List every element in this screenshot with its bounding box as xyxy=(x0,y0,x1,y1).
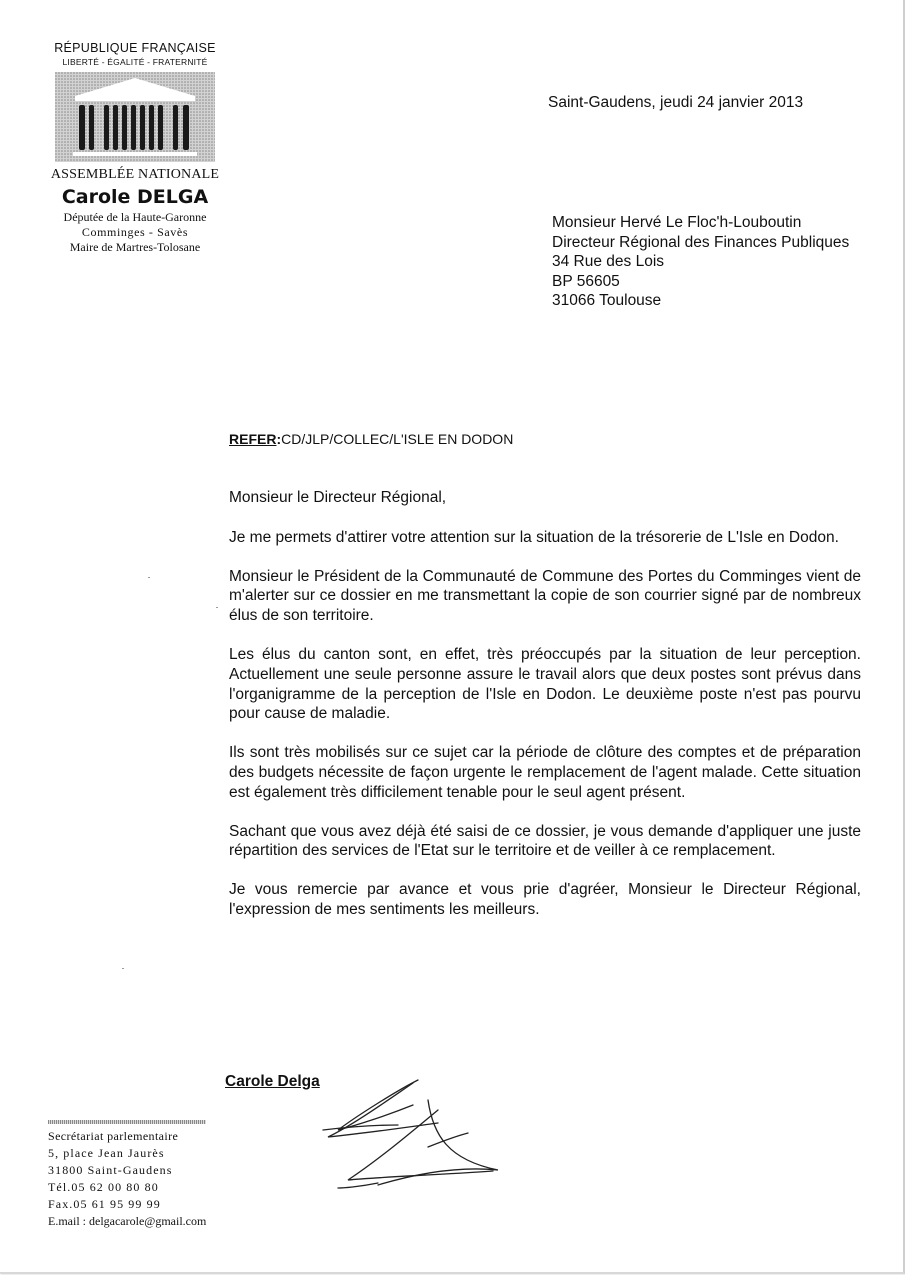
address-line: 31066 Toulouse xyxy=(552,292,662,310)
deputy-name: Carole DELGA xyxy=(61,186,209,208)
recipient-address xyxy=(552,213,849,311)
address-line: BP 56605 xyxy=(552,272,620,290)
assembly-label: ASSEMBLÉE NATIONALE xyxy=(50,167,220,182)
letter-date: Saint-Gaudens, jeudi 24 janvier 2013 xyxy=(548,94,804,111)
address-line: 34 Rue des Lois xyxy=(552,253,665,271)
letterhead xyxy=(40,40,230,255)
secretariat-footer xyxy=(48,1120,210,1230)
footer-line: 31800 Saint-Gaudens xyxy=(48,1163,173,1177)
address-line: Directeur Régional des Finances Publiques xyxy=(552,233,850,251)
deputy-role-line: Maire de Martres-Tolosane xyxy=(69,240,201,254)
footer-divider xyxy=(48,1120,206,1124)
footer-line: Secrétariat parlementaire xyxy=(48,1129,179,1143)
republic-heading: RÉPUBLIQUE FRANÇAISE xyxy=(54,41,216,55)
reference-value: CD/JLP/COLLEC/L'ISLE EN DODON xyxy=(281,431,514,447)
body-paragraph: Les élus du canton sont, en effet, très préoccupés par la situation de leur perception. Actuellement une seule personne assure le travail alors que deux postes sont prévus dans l'organigramme de la perception de l'Isle en Dodon. Le deuxième poste n'est pas pourvu pour cause de maladie. xyxy=(229,645,861,723)
footer-line: 5, place Jean Jaurès xyxy=(48,1146,165,1160)
footer-line: Tél.05 62 00 80 80 xyxy=(48,1180,159,1194)
reference-colon: : xyxy=(276,431,282,447)
deputy-role-line: Députée de la Haute-Garonne xyxy=(63,210,207,224)
reference-label: REFER xyxy=(229,431,277,447)
signatory-name: Carole Delga xyxy=(225,1073,320,1090)
assemblee-nationale-emblem-icon xyxy=(55,72,215,162)
footer-line: Fax.05 61 95 99 99 xyxy=(48,1197,161,1211)
handwritten-signature-icon xyxy=(318,1075,518,1190)
body-paragraph: Monsieur le Président de la Communauté de Commune des Portes du Comminges vient de m'alerter sur ce dossier en me transmettant la copie de son courrier signé par de nombreux élus de son territoire. xyxy=(229,567,861,625)
republic-motto: LIBERTÉ - ÉGALITÉ - FRATERNITÉ xyxy=(62,57,208,67)
footer-email: E.mail : delgacarole@gmail.com xyxy=(48,1214,207,1228)
letter-body xyxy=(229,488,861,939)
deputy-role-line: Comminges - Savès xyxy=(81,225,189,239)
reference-line xyxy=(229,431,513,447)
salutation: Monsieur le Directeur Régional, xyxy=(229,489,447,506)
body-paragraph: Ils sont très mobilisés sur ce sujet car la période de clôture des comptes et de préparation des budgets nécessite de façon urgente le remplacement de l'agent malade. Cette situation est également très difficilement tenable pour le seul agent présent. xyxy=(229,744,861,801)
body-paragraph: Je vous remercie par avance et vous prie d'agréer, Monsieur le Directeur Régional, l'expression de mes sentiments les meilleurs. xyxy=(229,881,861,918)
body-paragraph: Sachant que vous avez déjà été saisi de ce dossier, je vous demande d'appliquer une juste répartition des services de l'Etat sur le territoire et de veiller à ce remplacement. xyxy=(229,822,861,860)
body-paragraph: Je me permets d'attirer votre attention sur la situation de la trésorerie de L'Isle en Dodon. xyxy=(229,528,839,546)
address-line: Monsieur Hervé Le Floc'h-Louboutin xyxy=(552,214,802,231)
